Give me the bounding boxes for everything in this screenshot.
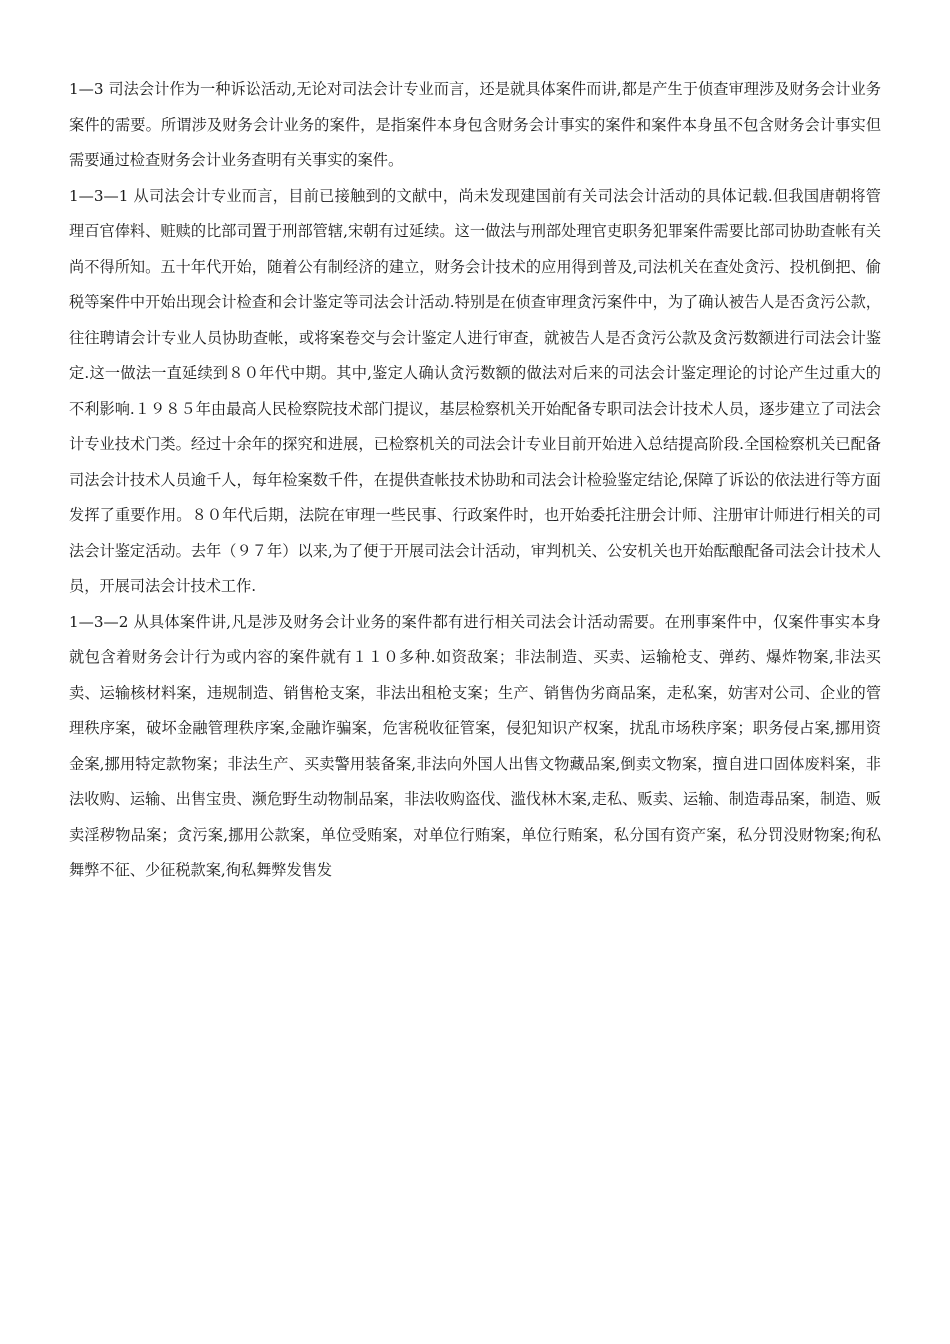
paragraph-1-3: 1—3 司法会计作为一种诉讼活动,无论对司法会计专业而言，还是就具体案件而讲,都是产生于侦查审理涉及财务会计业务案件的需要。所谓涉及财务会计业务的案件，是指案件本身包含财务会计事实的案件和案件本身虽不包含财务会计事实但需要通过检查财务会计业务查明有关事实的案件。 bbox=[69, 80, 881, 169]
document-body bbox=[69, 72, 881, 889]
paragraph-1-3-1: 1—3—1 从司法会计专业而言，目前已接触到的文献中，尚未发现建国前有关司法会计活动的具体记载.但我国唐朝将管理百官俸料、赃赎的比部司置于刑部管辖,宋朝有过延续。这一做法与刑部处理官吏职务犯罪案件需要比部司协助查帐有关尚不得所知。五十年代开始，随着公有制经济的建立，财务会计技术的应用得到普及,司法机关在查处贪污、投机倒把、偷税等案件中开始出现会计检查和会计鉴定等司法会计活动.特别是在侦查审理贪污案件中，为了确认被告人是否贪污公款，往往聘请会计专业人员协助查帐，或将案卷交与会计鉴定人进行审查，就被告人是否贪污公款及贪污数额进行司法会计鉴定.这一做法一直延续到８０年代中期。其中,鉴定人确认贪污数额的做法对后来的司法会计鉴定理论的讨论产生过重大的不利影响.１９８５年由最高人民检察院技术部门提议，基层检察机关开始配备专职司法会计技术人员，逐步建立了司法会计专业技术门类。经过十余年的探究和进展，已检察机关的司法会计专业目前开始进入总结提高阶段.全国检察机关已配备司法会计技术人员逾千人，每年检案数千件，在提供查帐技术协助和司法会计检验鉴定结论,保障了诉讼的依法进行等方面发挥了重要作用。８０年代后期，法院在审理一些民事、行政案件时，也开始委托注册会计师、注册审计师进行相关的司法会计鉴定活动。去年（９７年）以来,为了便于开展司法会计活动，审判机关、公安机关也开始酝酿配备司法会计技术人员，开展司法会计技术工作. bbox=[69, 186, 881, 595]
paragraph-1-3-2: 1—3—2 从具体案件讲,凡是涉及财务会计业务的案件都有进行相关司法会计活动需要。在刑事案件中，仅案件事实本身就包含着财务会计行为或内容的案件就有１１０多种.如资敌案；非法制造、买卖、运输枪支、弹药、爆炸物案,非法买卖、运输核材料案，违规制造、销售枪支案，非法出租枪支案；生产、销售伪劣商品案，走私案，妨害对公司、企业的管理秩序案，破坏金融管理秩序案,金融诈骗案，危害税收征管案，侵犯知识产权案，扰乱市场秩序案；职务侵占案,挪用资金案,挪用特定款物案；非法生产、买卖警用装备案,非法向外国人出售文物藏品案,倒卖文物案，擅自进口固体废料案，非法收购、运输、出售宝贵、濒危野生动物制品案，非法收购盗伐、滥伐林木案,走私、贩卖、运输、制造毒品案，制造、贩卖淫秽物品案；贪污案,挪用公款案，单位受贿案，对单位行贿案，单位行贿案，私分国有资产案，私分罚没财物案;徇私舞弊不征、少征税款案,徇私舞弊发售发 bbox=[69, 612, 881, 879]
